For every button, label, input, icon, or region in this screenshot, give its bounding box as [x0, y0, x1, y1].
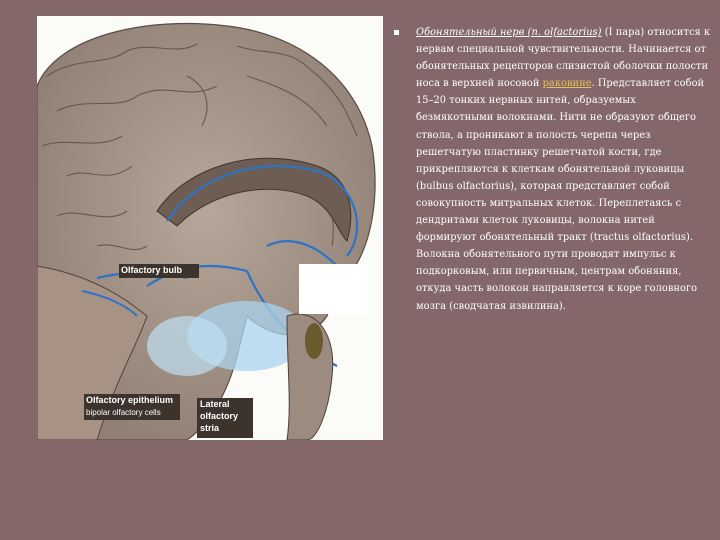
body-text-part-2: . Представляет собой 15–20 тонких нервных нитей, образуемых безмякотными волокнами. Нити не образуют общего ствола, а проникают в полость черепа через решетчатую пластинку решетчатой кости, где прикрепляются к клеткам обонятельной луковицы (bulbus olfactorius), которая представляет собой совокупность митральных клеток. Переплетаясь с дендритами клеток луковицы, волокна нитей формируют обонятельный тракт (tractus olfactorius). Волокна обонятельного пути проводят импульс к подкорковым, или первичным, центрам обоняния, откуда часть волокон направляется к коре головного мозга (сводчатая извилина). [416, 78, 705, 312]
lateral-stria-label-1: Lateral [200, 399, 230, 409]
nerve-title: Обонятельный нерв (n. olfactorius) [416, 27, 602, 38]
body-text-part-1: относится к нервам специальной чувствительности. Начинается от обонятельных рецепторов слизистой оболочки полости носа в верхней носовой [416, 27, 711, 90]
olfactory-bulb-label: Olfactory bulb [121, 265, 183, 275]
concha-link[interactable]: раковине [542, 78, 592, 90]
lateral-stria-label-2: olfactory [200, 411, 239, 421]
lateral-stria-label-3: stria [200, 423, 220, 433]
slide-body-text [416, 24, 712, 315]
brain-illustration [37, 16, 383, 440]
bipolar-cells-label: bipolar olfactory cells [86, 408, 161, 417]
brain-figure [37, 16, 383, 440]
olfactory-epithelium-label: Olfactory epithelium [86, 395, 174, 405]
nerve-title-suffix: (I пара) [604, 27, 645, 38]
bullet-marker [394, 30, 399, 35]
